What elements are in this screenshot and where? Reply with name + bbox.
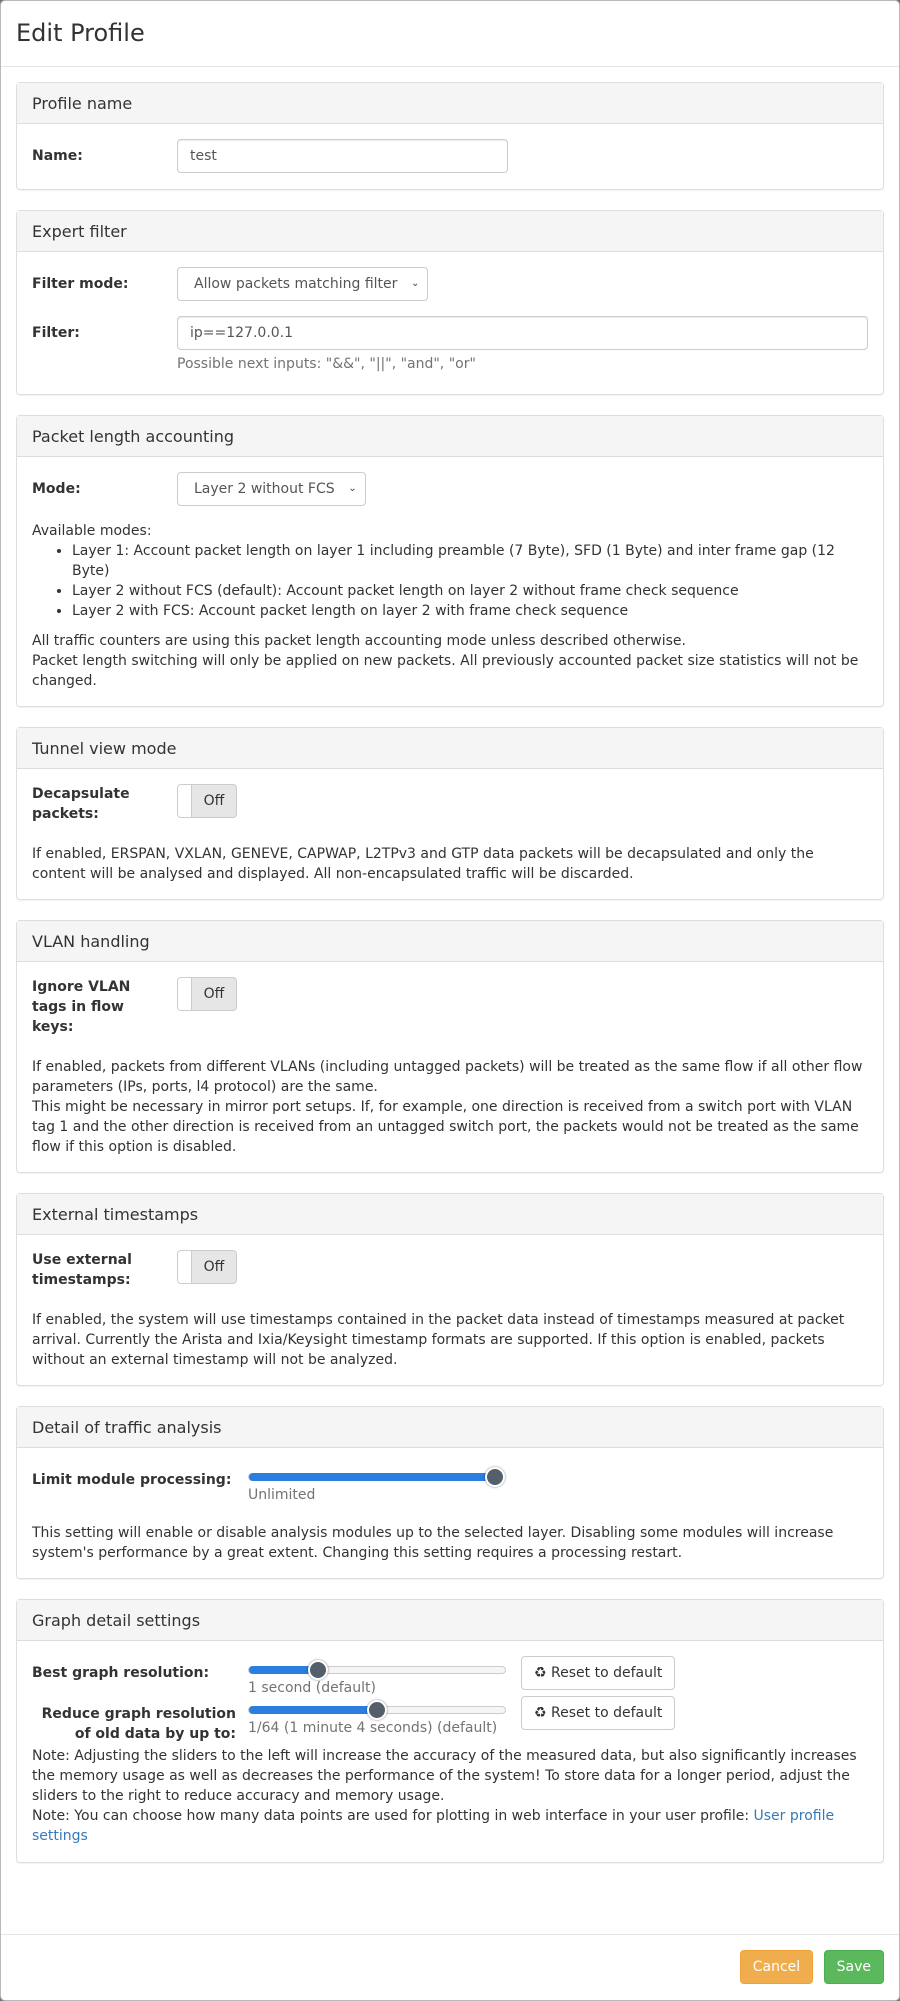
packet-mode-value: Layer 2 without FCS: [194, 481, 335, 497]
available-modes-label: Available modes:: [32, 523, 152, 539]
panel-heading: Tunnel view mode: [17, 728, 883, 769]
panel-heading: External timestamps: [17, 1194, 883, 1235]
slider-handle[interactable]: [367, 1700, 387, 1720]
analysis-description: This setting will enable or disable analysis modules up to the selected layer. Disabling some modules will increase system's performance by a great extent. Changing this setting requires a processing restart.: [32, 1525, 834, 1561]
chevron-down-icon: ⌄: [348, 483, 357, 494]
timestamps-description: If enabled, the system will use timestamps contained in the packet data instead of timestamps measured at packet arrival. Currently the Arista and Ixia/Keysight timestamp formats are supported. If this option is enabled, packets without an external timestamp will not be analyzed.: [32, 1312, 845, 1368]
decapsulate-label: Decapsulate packets:: [32, 786, 130, 822]
packet-note-2: Packet length switching will only be applied on new packets. All previously accounted packet size statistics will not be changed.: [32, 653, 859, 689]
external-timestamps-label: Use external timestamps:: [32, 1252, 132, 1288]
panel-tunnel: [16, 727, 884, 900]
slider-fill: [249, 1473, 495, 1481]
limit-module-slider[interactable]: [248, 1463, 496, 1505]
cancel-button[interactable]: Cancel: [740, 1950, 813, 1984]
filter-label: Filter:: [32, 325, 80, 341]
graph-note-2: [32, 1806, 868, 1846]
reset-label: Reset to default: [551, 1665, 663, 1681]
reset-best-button[interactable]: [521, 1656, 675, 1690]
modal-title: Edit Profile: [16, 19, 145, 47]
graph-note-2-text: Note: You can choose how many data points are used for plotting in web interface in your user profile:: [32, 1808, 754, 1824]
slider-fill: [249, 1706, 377, 1714]
reduce-resolution-label: Reduce graph resolution of old data by up to:: [41, 1706, 236, 1742]
external-timestamps-toggle[interactable]: [177, 1250, 237, 1284]
slider-handle[interactable]: [308, 1660, 328, 1680]
limit-module-label: Limit module processing:: [32, 1472, 232, 1488]
panel-graph: [16, 1599, 884, 1863]
slider-track: [248, 1706, 506, 1714]
vlan-description-1: If enabled, packets from different VLANs (including untagged packets) will be treated as the same flow if all other flow parameters (IPs, ports, l4 protocol) are the same.: [32, 1059, 863, 1095]
toggle-state: Off: [203, 793, 225, 809]
recycle-icon: ♻: [534, 1665, 547, 1681]
toggle-knob: [178, 1251, 192, 1283]
panel-timestamps: [16, 1193, 884, 1386]
recycle-icon: ♻: [534, 1705, 547, 1721]
panel-vlan: [16, 920, 884, 1173]
best-resolution-label: Best graph resolution:: [32, 1665, 210, 1681]
modal-body: [1, 67, 899, 1936]
packet-mode-label: Mode:: [32, 481, 81, 497]
filter-mode-select[interactable]: [177, 267, 428, 301]
modal-footer: [1, 1934, 899, 2000]
modes-list: [32, 541, 868, 621]
toggle-knob: [178, 978, 192, 1010]
packet-mode-select[interactable]: [177, 472, 366, 506]
best-resolution-slider[interactable]: [248, 1656, 506, 1698]
packet-note-1: All traffic counters are using this packet length accounting mode unless described otherwise.: [32, 633, 686, 649]
panel-packet-length: [16, 415, 884, 707]
reset-label: Reset to default: [551, 1705, 663, 1721]
toggle-state: Off: [203, 1259, 225, 1275]
panel-heading: Packet length accounting: [17, 416, 883, 457]
name-label: Name:: [32, 148, 83, 164]
modal-header: [1, 1, 899, 67]
vlan-description-2: This might be necessary in mirror port setups. If, for example, one direction is received from a switch port with VLAN tag 1 and the other direction is received from an untagged switch port, the packets would not be treated as the same flow if this option is disabled.: [32, 1099, 859, 1155]
toggle-state: Off: [203, 986, 225, 1002]
panel-analysis: [16, 1406, 884, 1579]
panel-heading: Graph detail settings: [17, 1600, 883, 1641]
panel-heading: Profile name: [17, 83, 883, 124]
filter-input[interactable]: ip==127.0.0.1: [177, 316, 868, 350]
graph-note-1: Note: Adjusting the sliders to the left will increase the accuracy of the measured data, but also significantly increases the memory usage as well as decreases the performance of the system! To store data for a longer period, adjust the sliders to the right to reduce accuracy and memory usage.: [32, 1748, 857, 1804]
reduce-resolution-value: 1/64 (1 minute 4 seconds) (default): [248, 1720, 498, 1736]
ignore-vlan-toggle[interactable]: [177, 977, 237, 1011]
panel-heading: Detail of traffic analysis: [17, 1407, 883, 1448]
chevron-down-icon: ⌄: [411, 278, 420, 289]
slider-track: [248, 1473, 496, 1481]
list-item: • Layer 2 with FCS: Account packet length on layer 2 with frame check sequence: [72, 601, 868, 621]
slider-handle[interactable]: [485, 1467, 505, 1487]
ignore-vlan-label: Ignore VLAN tags in flow keys:: [32, 979, 131, 1035]
save-button[interactable]: Save: [824, 1950, 884, 1984]
filter-mode-value: Allow packets matching filter: [194, 276, 398, 292]
reduce-resolution-slider[interactable]: [248, 1704, 506, 1738]
best-resolution-value: 1 second (default): [248, 1680, 376, 1696]
decapsulate-toggle[interactable]: [177, 784, 237, 818]
list-item: • Layer 2 without FCS (default): Account packet length on layer 2 without frame check sequence: [72, 581, 868, 601]
name-input[interactable]: test: [177, 139, 508, 173]
tunnel-description: If enabled, ERSPAN, VXLAN, GENEVE, CAPWAP, L2TPv3 and GTP data packets will be decapsulated and only the content will be analysed and displayed. All non-encapsulated traffic will be discarded.: [32, 846, 814, 882]
toggle-knob: [178, 785, 192, 817]
list-item: • Layer 1: Account packet length on layer 1 including preamble (7 Byte), SFD (1 Byte) and inter frame gap (12 Byte): [72, 541, 868, 581]
panel-expert-filter: [16, 210, 884, 395]
filter-help: Possible next inputs: "&&", "||", "and", "or": [177, 356, 476, 372]
limit-module-value: Unlimited: [248, 1487, 316, 1503]
slider-track: [248, 1666, 506, 1674]
panel-heading: Expert filter: [17, 211, 883, 252]
filter-mode-label: Filter mode:: [32, 276, 129, 292]
panel-heading: VLAN handling: [17, 921, 883, 962]
reset-reduce-button[interactable]: [521, 1696, 675, 1730]
user-profile-settings-link[interactable]: User profile settings: [32, 1808, 835, 1844]
panel-profile-name: [16, 82, 884, 190]
